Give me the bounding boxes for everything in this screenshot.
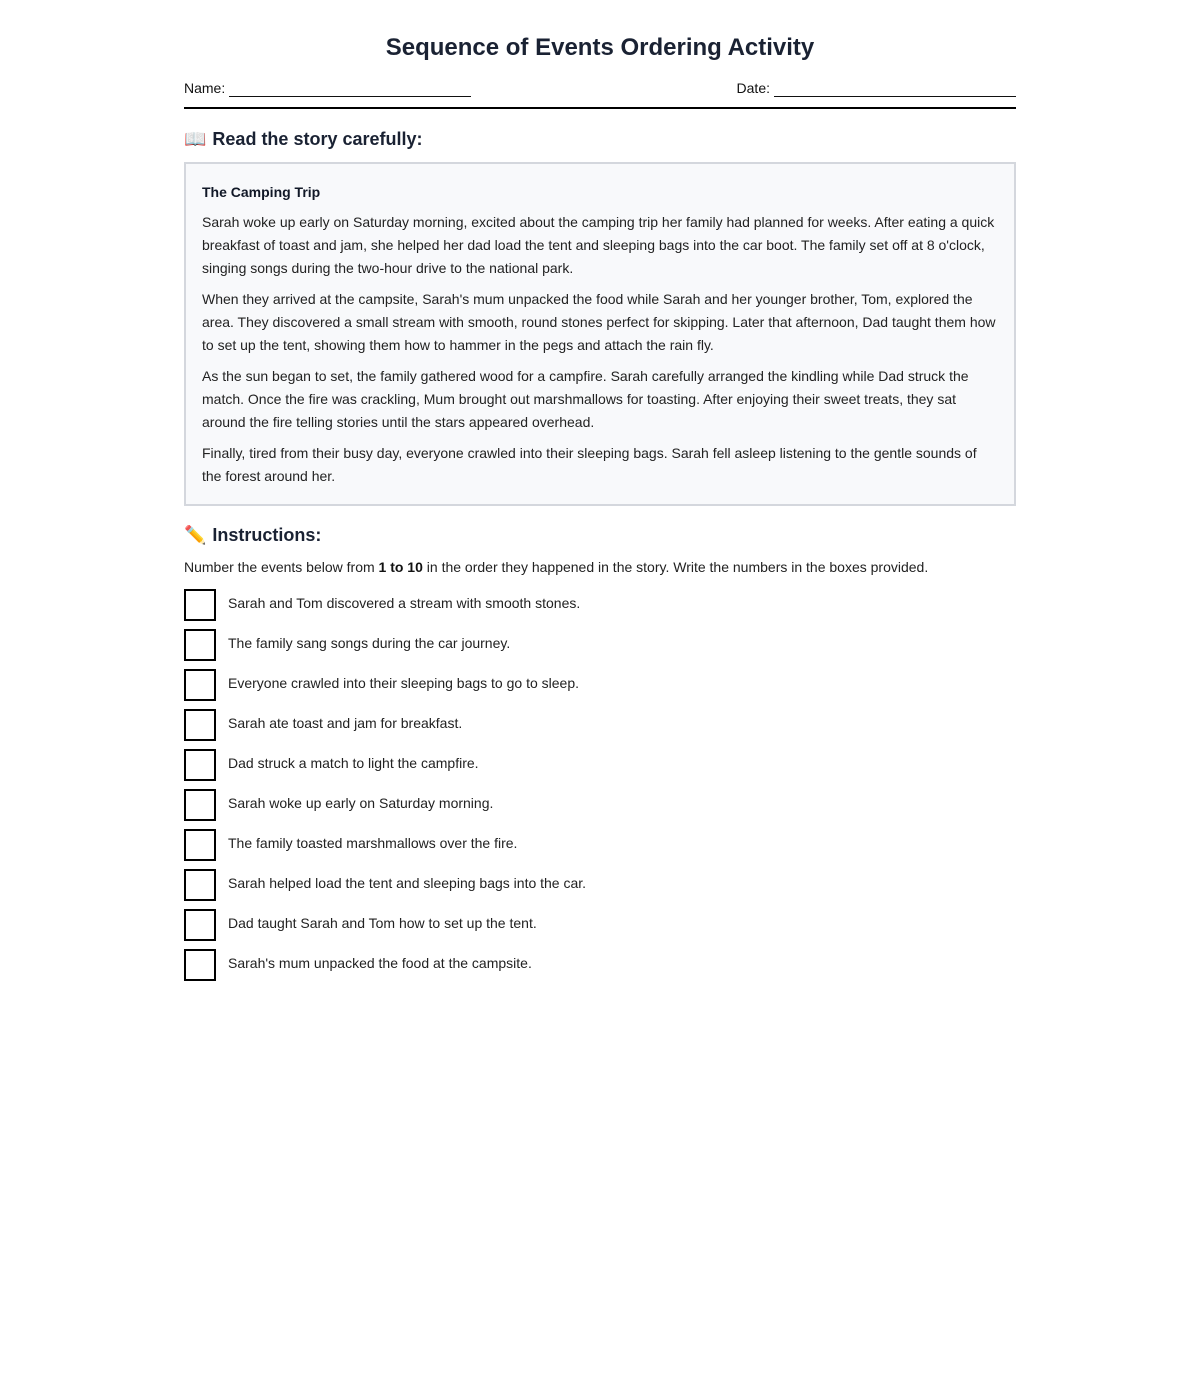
event-text: Dad taught Sarah and Tom how to set up the tent. (228, 915, 537, 931)
pencil-icon: ✏️ (184, 525, 207, 545)
number-box[interactable] (184, 709, 216, 741)
worksheet-page (184, 0, 1016, 989)
number-box[interactable] (184, 669, 216, 701)
name-label: Name: (184, 80, 226, 96)
story-heading (184, 127, 1016, 151)
event-item (184, 909, 1016, 949)
story-paragraph: Sarah woke up early on Saturday morning, excited about the camping trip her family had planned for weeks. After eating a quick breakfast of toast and jam, she helped her dad load the tent and sleeping bags into the car boot. The family set off at 8 o'clock, singing songs during the two-hour drive to the national park. (202, 214, 995, 276)
event-text: Sarah's mum unpacked the food at the campsite. (228, 955, 532, 971)
event-item (184, 749, 1016, 789)
event-text: Sarah woke up early on Saturday morning. (228, 795, 494, 811)
number-box[interactable] (184, 589, 216, 621)
events-list (184, 589, 1016, 989)
story-title: The Camping Trip (202, 184, 321, 200)
event-item (184, 629, 1016, 669)
number-box[interactable] (184, 909, 216, 941)
event-text: The family sang songs during the car journey. (228, 635, 511, 651)
event-item (184, 669, 1016, 709)
event-text: Sarah and Tom discovered a stream with smooth stones. (228, 595, 581, 611)
story-paragraph: When they arrived at the campsite, Sarah's mum unpacked the food while Sarah and her younger brother, Tom, explored the area. They discovered a small stream with smooth, round stones perfect for skipping. Later that afternoon, Dad taught them how to set up the tent, showing them how to hammer in the pegs and attach the rain fly. (202, 291, 996, 353)
open-book-icon: 📖 (184, 129, 207, 149)
number-box[interactable] (184, 949, 216, 981)
date-field[interactable] (737, 79, 1016, 97)
name-blank-line[interactable] (229, 82, 471, 97)
name-field[interactable] (184, 79, 471, 97)
story-heading-text: Read the story carefully: (212, 129, 423, 149)
date-blank-line[interactable] (774, 82, 1016, 97)
number-box[interactable] (184, 829, 216, 861)
event-text: Dad struck a match to light the campfire. (228, 755, 479, 771)
instructions-text (184, 557, 1016, 577)
event-text: Sarah ate toast and jam for breakfast. (228, 715, 463, 731)
event-text: Everyone crawled into their sleeping bags to go to sleep. (228, 675, 579, 691)
number-box[interactable] (184, 869, 216, 901)
event-text: Sarah helped load the tent and sleeping bags into the car. (228, 875, 587, 891)
number-box[interactable] (184, 629, 216, 661)
instructions-heading-text: Instructions: (212, 525, 322, 545)
event-item (184, 589, 1016, 629)
instructions-text-part: in the order they happened in the story. Write the numbers in the boxes provided. (422, 559, 929, 575)
event-item (184, 789, 1016, 829)
event-item (184, 829, 1016, 869)
event-item (184, 869, 1016, 909)
date-label: Date: (736, 80, 770, 96)
story-paragraph: Finally, tired from their busy day, everyone crawled into their sleeping bags. Sarah fell asleep listening to the gentle sounds of the forest around her. (202, 445, 977, 484)
event-item (184, 709, 1016, 749)
name-date-row (184, 79, 1016, 109)
event-text: The family toasted marshmallows over the fire. (228, 835, 518, 851)
page-title: Sequence of Events Ordering Activity (385, 34, 815, 61)
number-box[interactable] (184, 749, 216, 781)
instructions-heading (184, 523, 1016, 547)
story-paragraph: As the sun began to set, the family gathered wood for a campfire. Sarah carefully arranged the kindling while Dad struck the match. Once the fire was crackling, Mum brought out marshmallows for toasting. After enjoying their sweet treats, they sat around the fire telling stories until the stars appeared overhead. (202, 368, 969, 430)
event-item (184, 949, 1016, 989)
story-box (184, 162, 1016, 506)
instructions-range: 1 to 10 (378, 559, 423, 575)
instructions-text-part: Number the events below from (184, 559, 379, 575)
number-box[interactable] (184, 789, 216, 821)
